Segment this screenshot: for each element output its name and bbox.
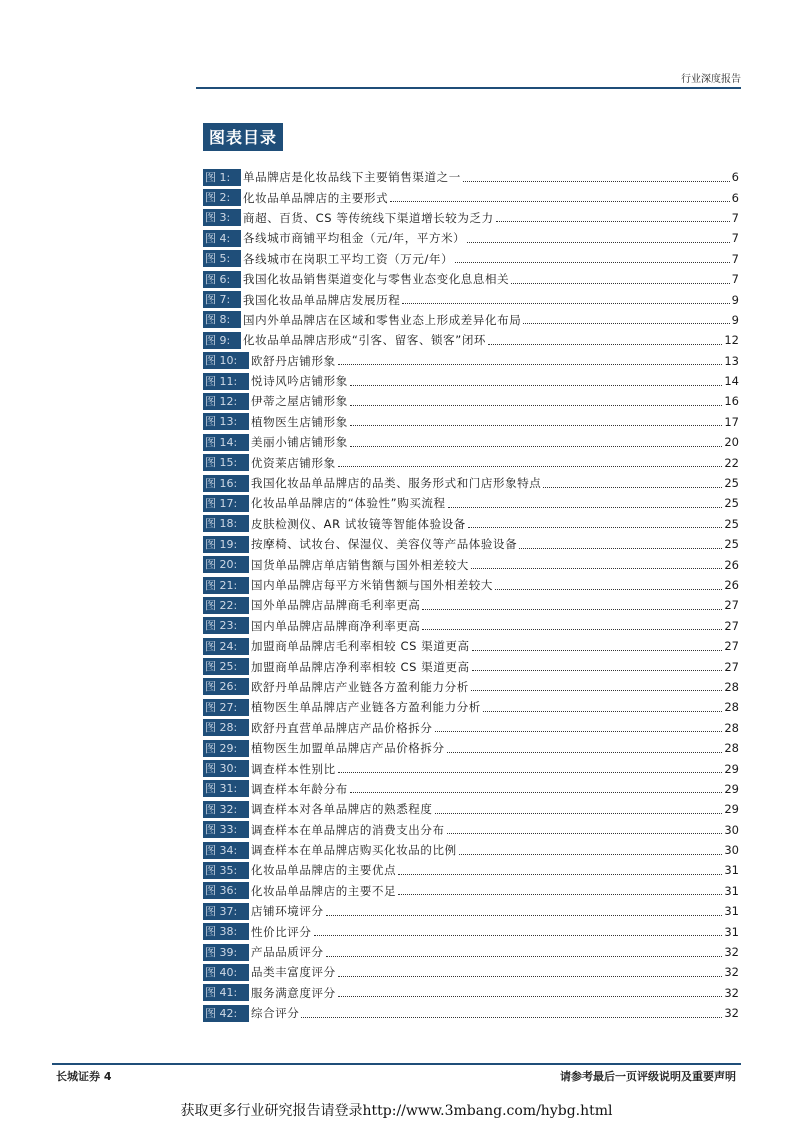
figure-number-label: 图 39: <box>203 944 249 961</box>
page-number: 27 <box>724 659 739 674</box>
figure-number-label: 图 23: <box>203 617 249 634</box>
page-number: 25 <box>724 537 739 552</box>
figure-number-label: 图 42: <box>203 1005 249 1022</box>
toc-entry[interactable] <box>203 677 739 697</box>
dot-leader <box>350 405 723 406</box>
figure-number-label: 图 5: <box>203 250 241 267</box>
dot-leader <box>422 629 722 630</box>
page-number: 32 <box>724 985 739 1000</box>
toc-entry[interactable] <box>203 330 739 350</box>
page-number: 25 <box>724 496 739 511</box>
figure-number-label: 图 37: <box>203 903 249 920</box>
footer-divider <box>52 1063 741 1065</box>
figure-number-label: 图 36: <box>203 882 249 899</box>
figure-title: 皮肤检测仪、AR 试妆镜等智能体验设备 <box>251 516 466 531</box>
toc-entry[interactable] <box>203 697 739 717</box>
toc-heading: 图表目录 <box>203 123 283 151</box>
figure-title: 化妆品单品牌店的主要优点 <box>251 863 397 878</box>
page-number: 29 <box>724 781 739 796</box>
toc-entry[interactable] <box>203 391 739 411</box>
page-number: 7 <box>731 251 739 266</box>
figure-number-label: 图 41: <box>203 984 249 1001</box>
dot-leader <box>511 283 729 284</box>
figure-title: 化妆品单品牌店形成“引客、留客、锁客”闭环 <box>243 333 487 348</box>
figure-number-label: 图 26: <box>203 678 249 695</box>
toc-entry[interactable] <box>203 921 739 941</box>
figure-number-label: 图 3: <box>203 209 241 226</box>
figure-title: 商超、百货、CS 等传统线下渠道增长较为乏力 <box>243 210 494 225</box>
page-number: 31 <box>724 924 739 939</box>
figure-title: 植物医生加盟单品牌店产品价格拆分 <box>251 741 445 756</box>
page-number: 28 <box>724 700 739 715</box>
dot-leader <box>350 446 723 447</box>
toc-entry[interactable] <box>203 758 739 778</box>
figure-number-label: 图 38: <box>203 923 249 940</box>
figure-number-label: 图 7: <box>203 291 241 308</box>
toc-entry[interactable] <box>203 616 739 636</box>
figure-number-label: 图 27: <box>203 699 249 716</box>
dot-leader <box>495 589 722 590</box>
page-number: 29 <box>724 802 739 817</box>
figure-number-label: 图 18: <box>203 515 249 532</box>
dot-leader <box>314 935 723 936</box>
figure-number-label: 图 8: <box>203 311 241 328</box>
figure-number-label: 图 16: <box>203 475 249 492</box>
toc-entry[interactable] <box>203 820 739 840</box>
toc-entry[interactable] <box>203 310 739 330</box>
toc-entry[interactable] <box>203 371 739 391</box>
page-number: 31 <box>724 863 739 878</box>
dot-leader <box>455 262 729 263</box>
toc-entry[interactable] <box>203 983 739 1003</box>
figure-title: 各线城市商铺平均租金（元/年，平方米） <box>243 231 466 246</box>
figure-title: 调查样本在单品牌店的消费支出分布 <box>251 822 445 837</box>
footer-disclaimer-note: 请参考最后一页评级说明及重要声明 <box>560 1070 736 1083</box>
dot-leader <box>463 181 730 182</box>
dot-leader <box>338 996 723 997</box>
dot-leader <box>338 976 723 977</box>
toc-entry[interactable] <box>203 249 739 269</box>
figure-number-label: 图 35: <box>203 862 249 879</box>
figure-number-label: 图 21: <box>203 577 249 594</box>
toc-entry[interactable] <box>203 432 739 452</box>
page-number: 30 <box>724 822 739 837</box>
download-link-text[interactable]: 获取更多行业研究报告请登录http://www.3mbang.com/hybg.html <box>180 1103 613 1119</box>
dot-leader <box>543 487 722 488</box>
figure-number-label: 图 2: <box>203 189 241 206</box>
figure-title: 服务满意度评分 <box>251 985 336 1000</box>
page-number: 12 <box>724 333 739 348</box>
figure-title: 国外单品牌店品牌商毛利率更高 <box>251 598 421 613</box>
figure-title: 欧舒丹单品牌店产业链各方盈利能力分析 <box>251 679 469 694</box>
figure-index-list <box>203 167 739 1023</box>
page-number: 32 <box>724 945 739 960</box>
figure-number-label: 图 4: <box>203 230 241 247</box>
figure-number-label: 图 28: <box>203 719 249 736</box>
toc-entry[interactable] <box>203 860 739 880</box>
dot-leader <box>523 323 729 324</box>
figure-title: 国内外单品牌店在区域和零售业态上形成差异化布局 <box>243 312 522 327</box>
dot-leader <box>448 507 723 508</box>
page-number: 28 <box>724 720 739 735</box>
figure-number-label: 图 22: <box>203 597 249 614</box>
figure-number-label: 图 34: <box>203 842 249 859</box>
figure-title: 国货单品牌店单店销售额与国外相差较大 <box>251 557 469 572</box>
toc-entry[interactable] <box>203 1003 739 1023</box>
toc-entry[interactable] <box>203 738 739 758</box>
figure-title: 产品品质评分 <box>251 945 324 960</box>
figure-title: 伊蒂之屋店铺形象 <box>251 394 348 409</box>
dot-leader <box>472 650 723 651</box>
figure-number-label: 图 17: <box>203 495 249 512</box>
figure-title: 美丽小铺店铺形象 <box>251 435 348 450</box>
page-number: 31 <box>724 904 739 919</box>
header-divider <box>196 87 741 89</box>
figure-number-label: 图 25: <box>203 658 249 675</box>
page-number: 9 <box>731 312 739 327</box>
figure-title: 单品牌店是化妆品线下主要销售渠道之一 <box>243 170 461 185</box>
dot-leader <box>338 364 723 365</box>
figure-title: 品类丰富度评分 <box>251 965 336 980</box>
page-number: 25 <box>724 476 739 491</box>
page-number: 14 <box>724 374 739 389</box>
toc-entry[interactable] <box>203 718 739 738</box>
figure-title: 各线城市在岗职工平均工资（万元/年） <box>243 251 454 266</box>
page-number: 6 <box>731 190 739 205</box>
figure-number-label: 图 1: <box>203 169 241 186</box>
toc-entry[interactable] <box>203 636 739 656</box>
figure-number-label: 图 31: <box>203 780 249 797</box>
dot-leader <box>422 609 722 610</box>
dot-leader <box>338 772 723 773</box>
figure-title: 国内单品牌店品牌商净利率更高 <box>251 618 421 633</box>
page-number: 26 <box>724 578 739 592</box>
dot-leader <box>467 242 729 243</box>
dot-leader <box>350 385 723 386</box>
page-number: 29 <box>724 761 739 776</box>
figure-title: 调查样本在单品牌店购买化妆品的比例 <box>251 843 457 858</box>
dot-leader <box>338 466 723 467</box>
figure-number-label: 图 30: <box>203 760 249 777</box>
figure-title: 我国化妆品销售渠道变化与零售业态变化息息相关 <box>243 272 510 287</box>
dot-leader <box>326 915 723 916</box>
toc-entry[interactable] <box>203 208 739 228</box>
toc-entry[interactable] <box>203 167 739 187</box>
figure-title: 加盟商单品牌店毛利率相较 CS 渠道更高 <box>251 639 470 654</box>
dot-leader <box>398 874 722 875</box>
figure-number-label: 图 13: <box>203 413 249 430</box>
dot-leader <box>350 792 723 793</box>
figure-title: 我国化妆品单品牌店的品类、服务形式和门店形象特点 <box>251 476 542 491</box>
figure-title: 欧舒丹店铺形象 <box>251 353 336 368</box>
dot-leader <box>519 548 722 549</box>
dot-leader <box>398 894 722 895</box>
figure-number-label: 图 33: <box>203 821 249 838</box>
toc-entry[interactable] <box>203 351 739 371</box>
page-number: 32 <box>724 1006 739 1021</box>
figure-title: 化妆品单品牌店的主要不足 <box>251 883 397 898</box>
figure-title: 店铺环境评分 <box>251 904 324 919</box>
dot-leader <box>447 833 723 834</box>
page-number: 31 <box>724 883 739 898</box>
figure-title: 优资莱店铺形象 <box>251 455 336 470</box>
toc-entry[interactable] <box>203 554 739 574</box>
page-number: 27 <box>724 598 739 613</box>
page-number: 25 <box>724 516 739 531</box>
toc-entry[interactable] <box>203 656 739 676</box>
footer-publisher-page: 长城证券 4 <box>56 1070 112 1083</box>
figure-title: 化妆品单品牌店的“体验性”购买流程 <box>251 496 446 511</box>
toc-entry[interactable] <box>203 473 739 493</box>
page-number: 30 <box>724 843 739 858</box>
toc-entry[interactable] <box>203 412 739 432</box>
figure-number-label: 图 20: <box>203 556 249 573</box>
toc-entry[interactable] <box>203 799 739 819</box>
figure-number-label: 图 11: <box>203 373 249 390</box>
figure-number-label: 图 9: <box>203 332 241 349</box>
toc-entry[interactable] <box>203 228 739 248</box>
dot-leader <box>435 813 723 814</box>
figure-number-label: 图 6: <box>203 271 241 288</box>
figure-number-label: 图 19: <box>203 536 249 553</box>
dot-leader <box>301 1017 722 1018</box>
page-number: 22 <box>724 455 739 470</box>
page-number: 13 <box>724 353 739 368</box>
dot-leader <box>459 854 723 855</box>
toc-entry[interactable] <box>203 962 739 982</box>
dot-leader <box>390 201 729 202</box>
figure-title: 调查样本对各单品牌店的熟悉程度 <box>251 802 433 817</box>
toc-entry[interactable] <box>203 779 739 799</box>
toc-entry[interactable] <box>203 901 739 921</box>
figure-number-label: 图 10: <box>203 352 249 369</box>
figure-title: 悦诗风吟店铺形象 <box>251 374 348 389</box>
dot-leader <box>435 731 723 732</box>
page-number: 9 <box>731 292 739 307</box>
figure-title: 按摩椅、试妆台、保湿仪、美容仪等产品体验设备 <box>251 537 518 552</box>
figure-number-label: 图 40: <box>203 964 249 981</box>
figure-number-label: 图 29: <box>203 740 249 757</box>
dot-leader <box>488 344 722 345</box>
page-number: 28 <box>724 741 739 756</box>
dot-leader <box>471 690 723 691</box>
figure-number-label: 图 24: <box>203 638 249 655</box>
toc-entry[interactable] <box>203 575 739 595</box>
toc-entry[interactable] <box>203 452 739 472</box>
page-number: 27 <box>724 639 739 654</box>
figure-number-label: 图 15: <box>203 454 249 471</box>
toc-entry[interactable] <box>203 514 739 534</box>
figure-title: 调查样本性别比 <box>251 761 336 776</box>
dot-leader <box>496 221 730 222</box>
dot-leader <box>472 670 723 671</box>
toc-entry[interactable] <box>203 269 739 289</box>
page-number: 20 <box>724 435 739 450</box>
figure-title: 性价比评分 <box>251 924 312 939</box>
dot-leader <box>483 711 722 712</box>
toc-entry[interactable] <box>203 840 739 860</box>
figure-title: 化妆品单品牌店的主要形式 <box>243 190 389 205</box>
dot-leader <box>350 425 723 426</box>
figure-title: 欧舒丹直营单品牌店产品价格拆分 <box>251 720 433 735</box>
page-number: 27 <box>724 618 739 633</box>
page-number: 6 <box>731 170 739 185</box>
page-number: 17 <box>724 414 739 429</box>
dot-leader <box>326 956 723 957</box>
dot-leader <box>447 752 723 753</box>
figure-number-label: 图 12: <box>203 393 249 410</box>
toc-entry[interactable] <box>203 187 739 207</box>
page-number: 26 <box>724 557 739 572</box>
figure-title: 植物医生店铺形象 <box>251 414 348 429</box>
dot-leader <box>402 303 729 304</box>
figure-title: 加盟商单品牌店净利率相较 CS 渠道更高 <box>251 659 470 674</box>
figure-title: 国内单品牌店每平方米销售额与国外相差较大 <box>251 578 493 592</box>
toc-entry[interactable] <box>203 881 739 901</box>
figure-title: 调查样本年龄分布 <box>251 781 348 796</box>
dot-leader <box>468 527 722 528</box>
page-number: 28 <box>724 679 739 694</box>
page-number: 32 <box>724 965 739 980</box>
figure-title: 植物医生单品牌店产业链各方盈利能力分析 <box>251 700 481 715</box>
figure-number-label: 图 14: <box>203 434 249 451</box>
dot-leader <box>471 568 723 569</box>
figure-number-label: 图 32: <box>203 801 249 818</box>
toc-entry[interactable] <box>203 942 739 962</box>
page-number: 7 <box>731 272 739 287</box>
page-number: 7 <box>731 210 739 225</box>
toc-entry[interactable] <box>203 595 739 615</box>
toc-entry[interactable] <box>203 289 739 309</box>
toc-entry[interactable] <box>203 493 739 513</box>
page-number: 7 <box>731 231 739 246</box>
toc-entry[interactable] <box>203 534 739 554</box>
report-type-label: 行业深度报告 <box>681 74 741 85</box>
figure-title: 我国化妆品单品牌店发展历程 <box>243 292 401 307</box>
page-number: 16 <box>724 394 739 409</box>
figure-title: 综合评分 <box>251 1006 300 1021</box>
